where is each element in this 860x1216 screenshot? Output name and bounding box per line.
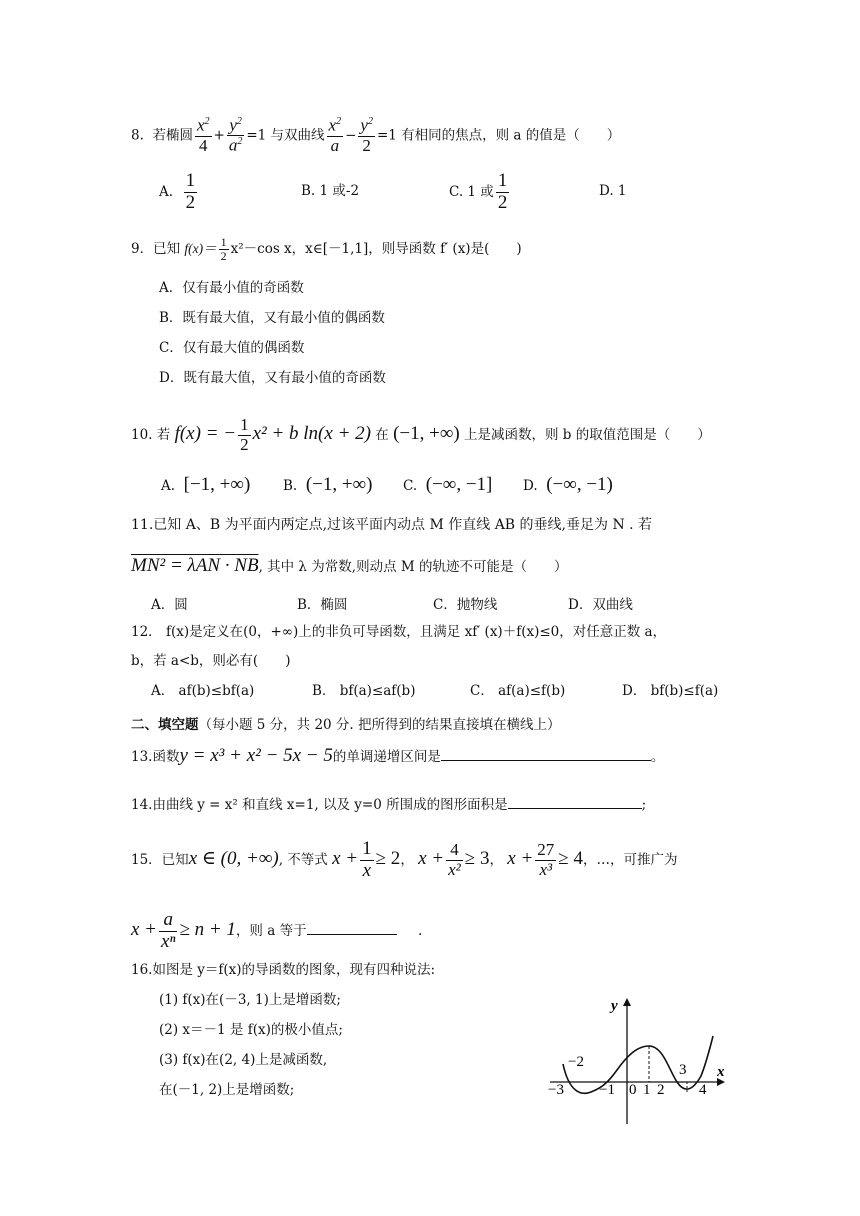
section-heading bbox=[131, 715, 561, 735]
frac-num: a bbox=[159, 910, 177, 932]
q9-number: 9．已知 bbox=[131, 241, 181, 257]
q10-fraction bbox=[238, 416, 251, 454]
frac-den: 2 bbox=[497, 191, 508, 213]
q9-fraction bbox=[219, 236, 229, 263]
general-inequality-fraction bbox=[159, 910, 177, 953]
q12-line-1: 12． f(x)是定义在(0，+∞)上的非负可导函数，且满足 xf′ (x)＋f(x)≤0，对任意正数 a， bbox=[131, 624, 667, 640]
q14-end: ; bbox=[641, 797, 647, 813]
q10-option-b bbox=[283, 475, 372, 496]
tick-label-2: 2 bbox=[657, 1082, 665, 1098]
option-fraction bbox=[496, 171, 510, 214]
frac-num: x bbox=[196, 115, 205, 135]
q13-line bbox=[131, 746, 664, 767]
option-label: C. bbox=[403, 478, 418, 494]
q11-option-d: D．双曲线 bbox=[568, 597, 633, 613]
frac-den: 4 bbox=[199, 135, 208, 155]
q9-text: x²－cos x，x∈[－1,1]，则导函数 f′ (x)是( ) bbox=[230, 241, 522, 257]
frac-den: 2 bbox=[240, 435, 249, 454]
q9-function: f(x)＝ bbox=[184, 241, 217, 256]
frac-den: 2 bbox=[220, 249, 227, 263]
inequality-3-right: ≥ 4 bbox=[558, 848, 583, 869]
q15-end: . bbox=[418, 923, 423, 939]
q10-function: f(x) = − bbox=[174, 423, 237, 444]
q14-line bbox=[131, 794, 646, 815]
ellipse-term-y: $\frac{y^2}{a^2}$ bbox=[228, 115, 243, 155]
q10-interval: (−1, +∞) bbox=[393, 423, 460, 444]
q8-option-d: D. 1 bbox=[599, 183, 627, 199]
q9-option-b: B．既有最大值，又有最小值的偶函数 bbox=[159, 310, 385, 326]
q8-text-2: =1 与双曲线 bbox=[246, 127, 325, 144]
tick-label-3: 3 bbox=[679, 1062, 687, 1078]
q10-option-d bbox=[523, 475, 613, 496]
q15-text-2: , 不等式 bbox=[278, 852, 328, 868]
tick-label-4: 4 bbox=[699, 1082, 707, 1098]
q10-text: 在 bbox=[375, 427, 389, 443]
tick-label-neg1: −1 bbox=[599, 1082, 615, 1098]
q15-text-4: ，则 a 等于 bbox=[235, 923, 307, 939]
general-inequality-right: ≥ n + 1 bbox=[179, 919, 236, 940]
separator: ， bbox=[489, 852, 503, 868]
inequality-3-left: x + bbox=[507, 848, 534, 869]
q8-option-b: B. 1 或-2 bbox=[301, 183, 360, 199]
q16-item-3: (3) f(x)在(2, 4)上是减函数, bbox=[159, 1052, 328, 1068]
q8-option-c bbox=[449, 171, 511, 214]
ellipse-term-x: $\frac{x^2}{4}$ bbox=[196, 115, 210, 155]
separator: ， bbox=[400, 852, 414, 868]
q8-number: 8. bbox=[131, 127, 144, 144]
q10-text-2: 上是减函数，则 b 的取值范围是（ ） bbox=[464, 427, 711, 443]
inequality-1-right: ≥ 2 bbox=[375, 848, 401, 869]
tick-label-neg2: −2 bbox=[568, 1054, 584, 1070]
frac-den: a bbox=[330, 135, 340, 155]
frac-den: x² bbox=[448, 860, 461, 879]
q15-domain: x ∈ (0, +∞) bbox=[188, 848, 279, 869]
inequality-2-left: x + bbox=[418, 848, 445, 869]
q13-text-2: 的单调递增区间是 bbox=[332, 749, 441, 765]
q11-line-2 bbox=[131, 556, 567, 577]
frac-den: 2 bbox=[185, 191, 196, 213]
q15-text: 15．已知 bbox=[131, 852, 189, 868]
q16-item-1: (1) f(x)在(－3, 1)上是增函数; bbox=[159, 992, 341, 1008]
hyperbola-term-y: $\frac{y^2}{2}$ bbox=[360, 115, 373, 155]
inequality-1-left: x + bbox=[332, 848, 359, 869]
frac-den: xⁿ bbox=[161, 931, 176, 952]
inequality-2-right: ≥ 3 bbox=[464, 848, 490, 869]
frac-num: y bbox=[360, 115, 368, 135]
general-inequality-left: x + bbox=[131, 919, 158, 940]
q11-line-1: 11.已知 A、B 为平面内两定点,过该平面内动点 M 作直线 AB 的垂线,垂足为 N . 若 bbox=[131, 517, 653, 533]
inequality-3-fraction bbox=[535, 841, 556, 879]
q12-option-c: C． af(a)≤f(b) bbox=[470, 683, 566, 699]
q11-option-b: B．椭圆 bbox=[297, 597, 348, 613]
q14-answer-blank[interactable] bbox=[508, 794, 642, 809]
frac-num: 4 bbox=[446, 841, 463, 861]
q13-answer-blank[interactable] bbox=[441, 746, 651, 761]
q8-text-3: =1 有相同的焦点，则 a 的值是（ ） bbox=[376, 127, 621, 144]
frac-num: x bbox=[328, 115, 337, 135]
frac-num: 1 bbox=[220, 234, 227, 249]
q12-option-a: A． af(b)≤bf(a) bbox=[151, 683, 255, 699]
derivative-graph bbox=[545, 996, 745, 1136]
frac-num: 1 bbox=[185, 170, 196, 191]
q12-line-2: b，若 a<b，则必有( ) bbox=[131, 653, 291, 669]
option-label: A. bbox=[159, 183, 174, 200]
q10-function-rest: x² + b ln(x + 2) bbox=[252, 423, 371, 444]
q11-vector-equation: MN² = λAN · NB bbox=[131, 555, 259, 576]
hyperbola-term-x: $\frac{x^2}{a}$ bbox=[328, 115, 342, 155]
tick-label-1: 1 bbox=[643, 1082, 651, 1098]
frac-den: x bbox=[362, 860, 372, 881]
q13-text: 13.函数 bbox=[131, 749, 180, 765]
y-axis-label: y bbox=[611, 998, 618, 1014]
q8-text: 若椭圆 bbox=[152, 127, 193, 144]
option-label: C. 1 或 bbox=[449, 183, 494, 200]
q13-end: 。 bbox=[650, 749, 665, 765]
frac-num: 27 bbox=[537, 840, 555, 860]
y-axis-arrow bbox=[623, 998, 631, 1006]
q8-option-a bbox=[159, 171, 199, 214]
section-title: 二、填空题 bbox=[131, 717, 199, 733]
option-label: B. bbox=[283, 478, 298, 494]
q14-text: 14.由曲线 y = x² 和直线 x=1, 以及 y=0 所围成的图形面积是 bbox=[131, 797, 508, 813]
q8-line: 8. 若椭圆 $\frac{x^2}{4}$ + $\frac{y^2}{a^2}$ =1 与双曲线 $\frac{x^2}{a}$ − $\frac{y^2}{2}$ =1 有相同的焦点，则 a 的值是（ ） bbox=[131, 115, 621, 155]
q9-option-d: D．既有最大值，又有最小值的奇函数 bbox=[159, 370, 386, 386]
frac-num: 1 bbox=[497, 170, 508, 191]
q12-option-b: B． bf(a)≤af(b) bbox=[312, 683, 416, 699]
q15-text-3: ，…，可推广为 bbox=[582, 852, 678, 868]
option-label: D. bbox=[523, 478, 538, 494]
option-label: A. bbox=[161, 478, 176, 494]
q16-item-3-cont: 在(－1, 2)上是增函数; bbox=[159, 1082, 295, 1098]
frac-num: 1 bbox=[362, 838, 372, 860]
option-value: [−1, +∞) bbox=[183, 474, 251, 495]
frac-den: x³ bbox=[539, 860, 553, 879]
q9-option-a: A．仅有最小值的奇函数 bbox=[159, 280, 304, 296]
tick-label-neg3: −3 bbox=[548, 1082, 564, 1098]
frac-den: a bbox=[228, 136, 238, 155]
option-value: (−1, +∞) bbox=[305, 474, 373, 495]
q10-line bbox=[131, 414, 711, 455]
q10-number: 10. 若 bbox=[131, 427, 171, 443]
inequality-2-fraction bbox=[446, 841, 463, 879]
q15-answer-blank[interactable] bbox=[307, 920, 397, 935]
q16-item-2: (2) x＝－1 是 f(x)的极小值点; bbox=[159, 1022, 343, 1038]
q11-text: , 其中 λ 为常数,则动点 M 的轨迹不可能是（ ） bbox=[258, 559, 568, 575]
q11-option-a: A．圆 bbox=[151, 597, 188, 613]
frac-num: 1 bbox=[240, 415, 249, 435]
q10-option-a bbox=[161, 475, 250, 496]
frac-num: y bbox=[229, 115, 237, 135]
derivative-curve bbox=[563, 1036, 713, 1093]
q9-line bbox=[131, 232, 522, 266]
tick-label-0: 0 bbox=[629, 1082, 637, 1098]
q11-option-c: C．抛物线 bbox=[433, 597, 498, 613]
q15-line-2 bbox=[131, 906, 422, 955]
inequality-1-fraction bbox=[360, 839, 374, 882]
section-note: （每小题 5 分，共 20 分. 把所得到的结果直接填在横线上） bbox=[198, 717, 561, 733]
q9-option-c: C．仅有最大值的偶函数 bbox=[159, 340, 305, 356]
option-value: (−∞, −1) bbox=[546, 474, 613, 495]
option-fraction bbox=[184, 171, 198, 214]
q12-option-d: D． bf(b)≤f(a) bbox=[622, 683, 719, 699]
q10-option-c bbox=[403, 475, 492, 496]
q15-line-1 bbox=[131, 837, 677, 882]
q13-function: y = x³ + x² − 5x − 5 bbox=[179, 745, 333, 766]
x-axis-label: x bbox=[717, 1064, 725, 1080]
option-value: (−∞, −1] bbox=[425, 474, 493, 495]
q16-line-1: 16.如图是 y＝f(x)的导函数的图象，现有四种说法: bbox=[131, 962, 436, 978]
frac-den: 2 bbox=[362, 135, 371, 155]
